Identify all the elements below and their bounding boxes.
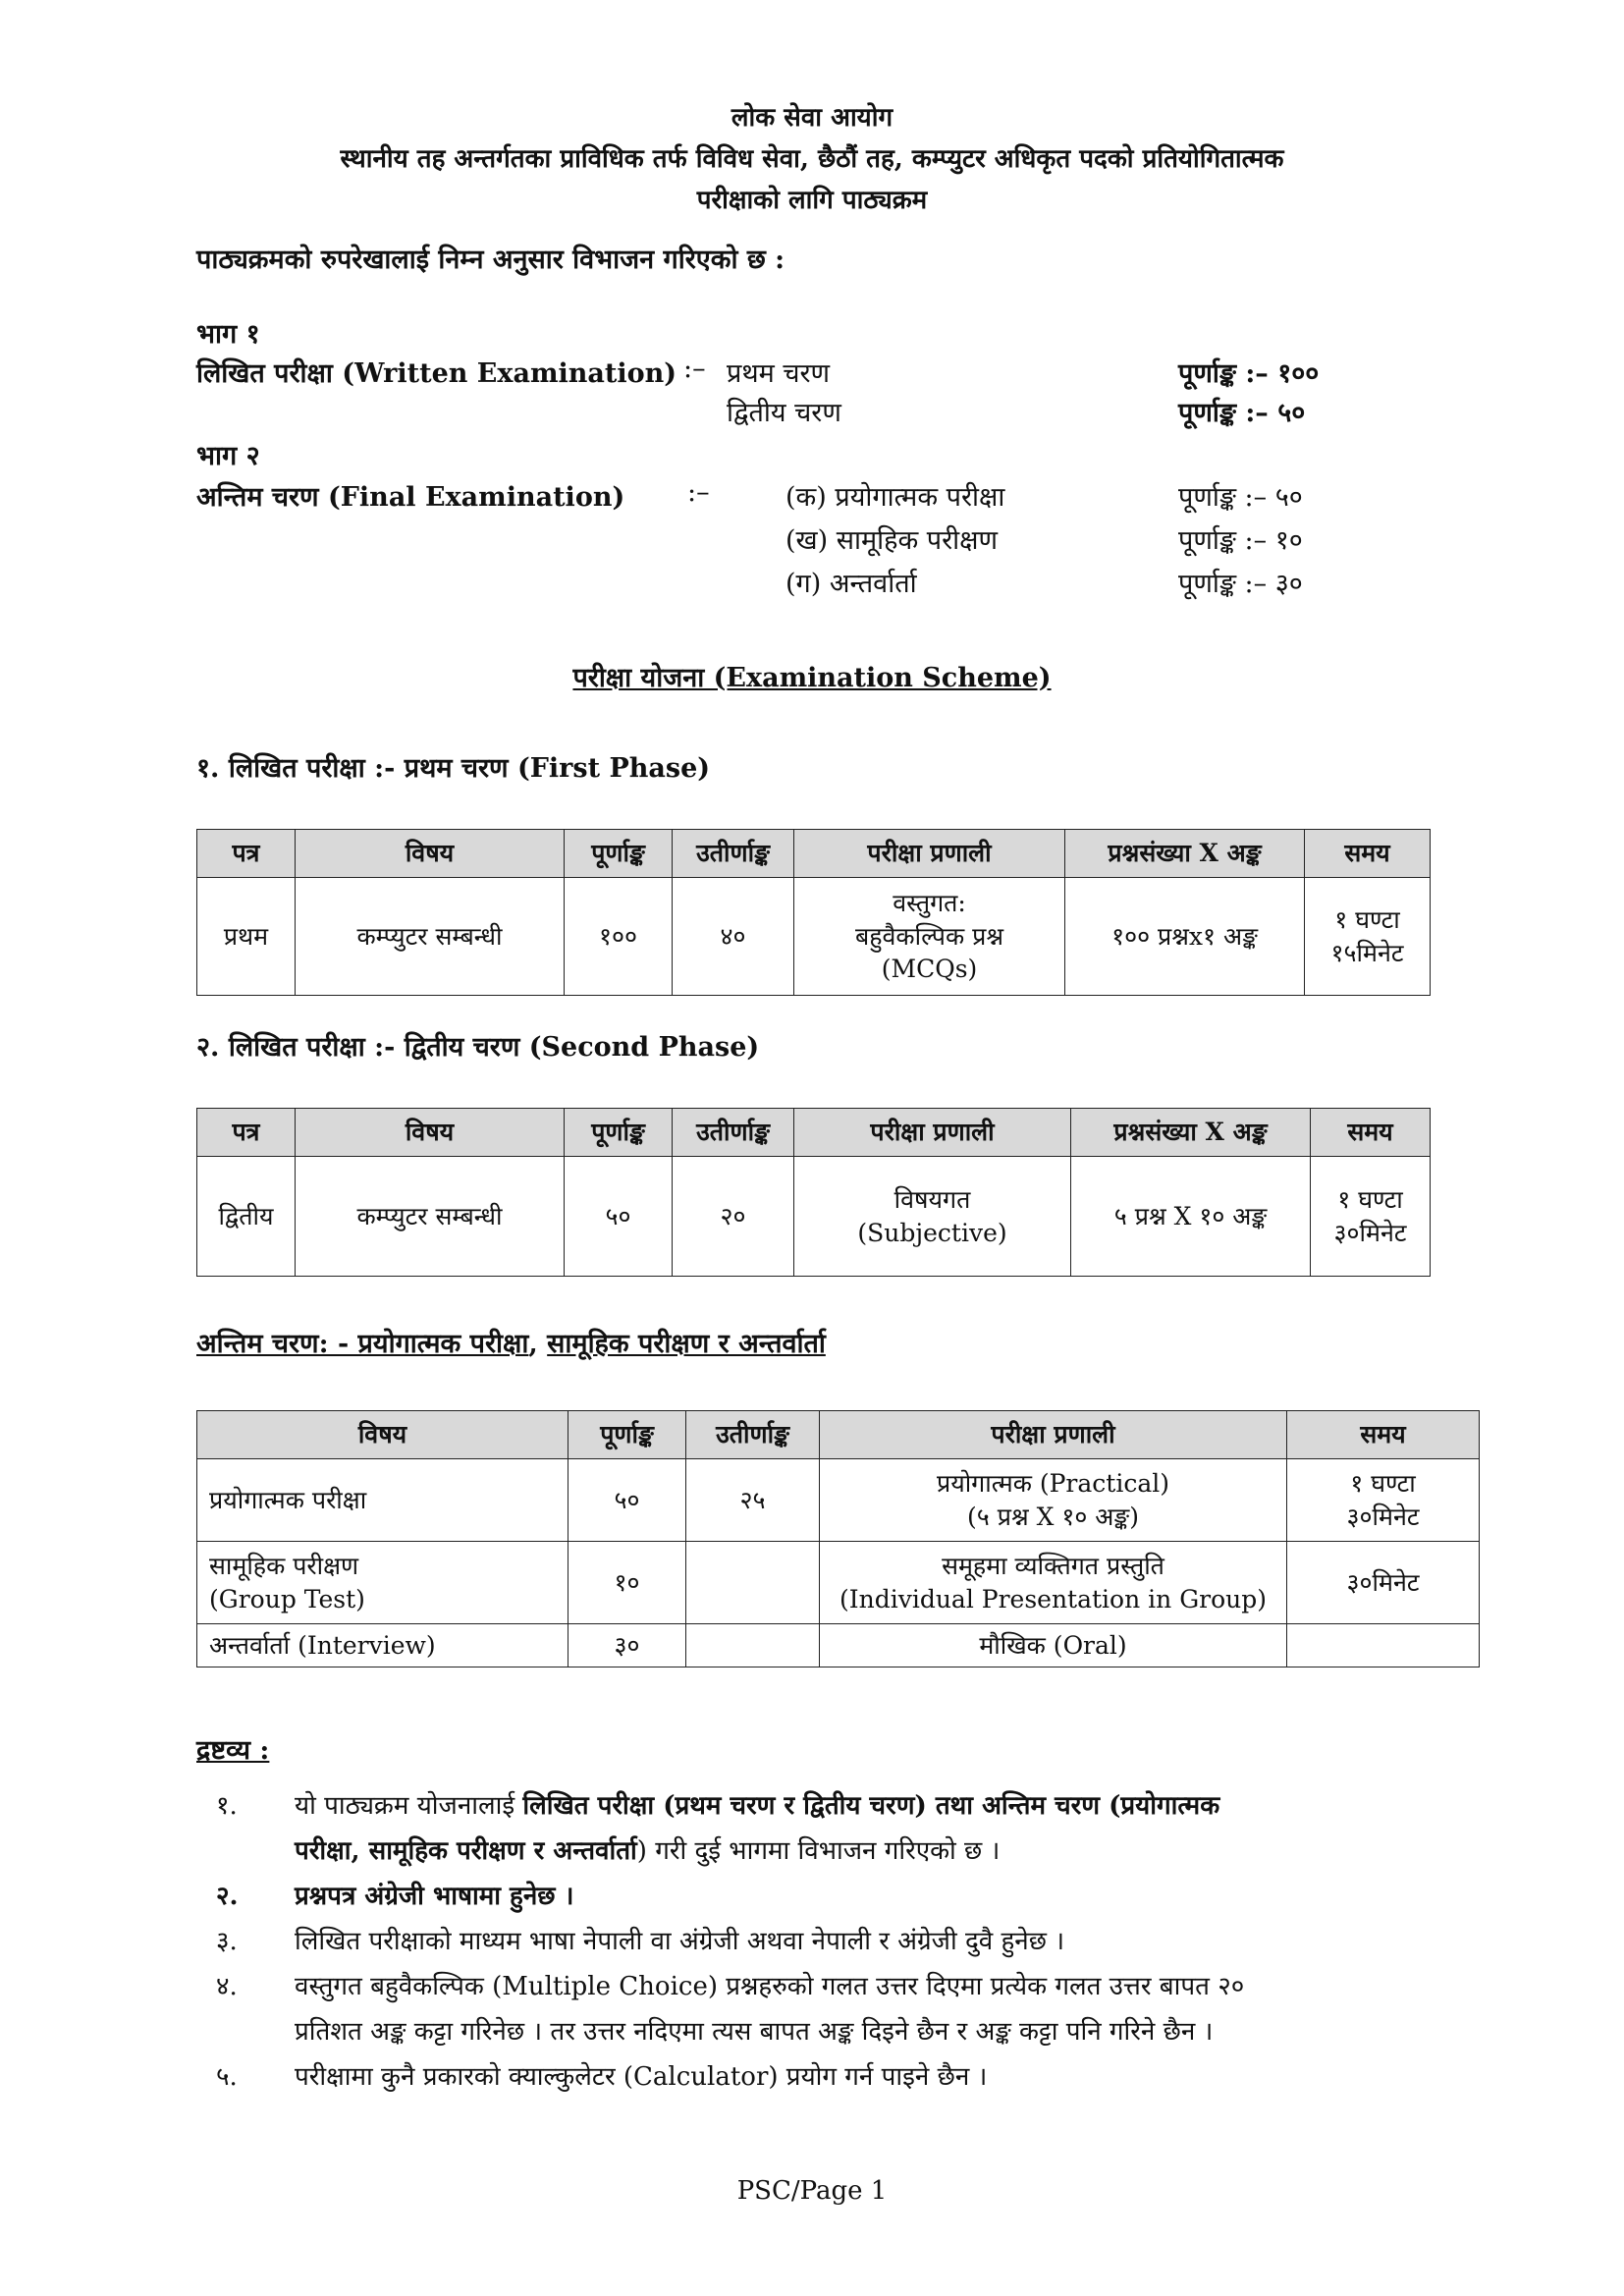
exam-method-line: वस्तुगत:: [893, 888, 966, 917]
phase1-marks: पूर्णाङ्क :– १००: [1178, 358, 1320, 389]
exam-method-cell: [794, 878, 1065, 996]
note-2-number: २.: [216, 1882, 239, 1911]
col-header: समय: [1311, 1109, 1431, 1157]
col-header: समय: [1305, 830, 1431, 878]
note-1-number: १.: [216, 1791, 238, 1821]
exam-method-line: प्रयोगात्मक (Practical): [936, 1468, 1169, 1498]
col-header: उतीर्णाङ्क: [673, 1109, 794, 1157]
time-cell: ३०मिनेट: [1287, 1542, 1480, 1624]
exam-method-line: (Subjective): [857, 1218, 1007, 1247]
table-row: [197, 1624, 1480, 1667]
section1-title: १. लिखित परीक्षा :- प्रथम चरण (First Phase): [196, 753, 711, 784]
questions-marks-cell: १०० प्रश्नx१ अङ्क: [1065, 878, 1305, 996]
subject-cell: कम्प्युटर सम्बन्धी: [296, 878, 565, 996]
subject-cell: अन्तर्वार्ता (Interview): [197, 1624, 568, 1667]
table-row: [197, 1459, 1480, 1542]
table-header-row: [197, 1411, 1480, 1459]
col-header: परीक्षा प्रणाली: [794, 1109, 1071, 1157]
col-header: पूर्णाङ्क: [565, 830, 673, 878]
intro-text: पाठ्यक्रमको रुपरेखालाई निम्न अनुसार विभाजन गरिएको छ :: [196, 245, 785, 275]
note-2-text: प्रश्नपत्र अंग्रेजी भाषामा हुनेछ ।: [295, 1882, 574, 1911]
questions-marks-cell: ५ प्रश्न X १० अङ्क: [1071, 1157, 1311, 1277]
exam-method-line: (MCQs): [881, 955, 978, 984]
col-header: परीक्षा प्रणाली: [794, 830, 1065, 878]
exam-method-line: (५ प्रश्न X १० अङ्क): [967, 1502, 1139, 1531]
col-header: प्रश्नसंख्या X अङ्क: [1071, 1109, 1311, 1157]
col-header: विषय: [197, 1411, 568, 1459]
time-cell: [1287, 1459, 1480, 1542]
scheme-title: परीक्षा योजना (Examination Scheme): [572, 663, 1052, 693]
subject-cell: [197, 1459, 568, 1542]
time-line: १ घण्टा: [1337, 1184, 1403, 1214]
time-line: १ घण्टा: [1350, 1468, 1416, 1498]
final-exam-label: अन्तिम चरण (Final Examination): [196, 482, 625, 513]
time-line: १५मिनेट: [1330, 938, 1404, 967]
final-item-1-marks: पूर्णाङ्क :– ५०: [1178, 482, 1303, 513]
table-header-row: [197, 830, 1431, 878]
col-header: समय: [1287, 1411, 1480, 1459]
final-item-1: (क) प्रयोगात्मक परीक्षा: [785, 482, 1005, 513]
subject-line: (Group Test): [209, 1584, 365, 1613]
final-item-3-marks: पूर्णाङ्क :– ३०: [1178, 569, 1303, 599]
table-row: [197, 1542, 1480, 1624]
col-header: परीक्षा प्रणाली: [820, 1411, 1287, 1459]
phase2-label: द्वितीय चरण: [727, 398, 841, 428]
time-line: १ घण्टा: [1334, 904, 1400, 934]
section2-title: २. लिखित परीक्षा :- द्वितीय चरण (Second Phase): [196, 1032, 760, 1063]
full-marks-cell: ३०: [568, 1624, 686, 1667]
note-1-bold-2: परीक्षा, सामूहिक परीक्षण र अन्तर्वार्ता: [295, 1836, 637, 1866]
final-phase-table: [196, 1410, 1480, 1667]
note-1-bold: लिखित परीक्षा (प्रथम चरण र द्वितीय चरण) तथा अन्तिम चरण (प्रयोगात्मक: [522, 1791, 1220, 1821]
note-5-text: परीक्षामा कुनै प्रकारको क्याल्कुलेटर (Calculator) प्रयोग गर्न पाइने छैन ।: [295, 2062, 988, 2092]
pass-marks-cell: ४०: [673, 878, 794, 996]
note-3-text: लिखित परीक्षाको माध्यम भाषा नेपाली वा अंग्रेजी अथवा नेपाली र अंग्रेजी दुवै हुनेछ ।: [295, 1927, 1065, 1956]
col-header: उतीर्णाङ्क: [686, 1411, 820, 1459]
col-header: प्रश्नसंख्या X अङ्क: [1065, 830, 1305, 878]
time-cell: [1305, 878, 1431, 996]
time-line: ३०मिनेट: [1346, 1502, 1420, 1531]
col-header: पूर्णाङ्क: [565, 1109, 673, 1157]
second-phase-table: [196, 1108, 1431, 1277]
col-header: पूर्णाङ्क: [568, 1411, 686, 1459]
full-marks-cell: १००: [565, 878, 673, 996]
time-line: ३०मिनेट: [1333, 1218, 1407, 1247]
note-1-line-2: [295, 1829, 1443, 1874]
exam-method-cell: [820, 1459, 1287, 1542]
subject-line: प्रयोगात्मक परीक्षा: [209, 1485, 367, 1514]
table-row: [197, 878, 1431, 996]
exam-method-cell: [820, 1542, 1287, 1624]
subject-line: सामूहिक परीक्षण: [209, 1551, 359, 1580]
col-header: पत्र: [197, 830, 296, 878]
page-footer: PSC/Page 1: [736, 2176, 888, 2206]
full-marks-cell: ५०: [568, 1459, 686, 1542]
paper-cell: द्वितीय: [197, 1157, 296, 1277]
exam-method-line: बहुवैकल्पिक प्रश्न: [854, 921, 1004, 951]
written-exam-label: लिखित परीक्षा (Written Examination): [196, 358, 677, 389]
written-exam-sep: :–: [683, 354, 706, 384]
pass-marks-cell: २०: [673, 1157, 794, 1277]
pass-marks-cell: [686, 1624, 820, 1667]
header-line-1: लोक सेवा आयोग: [731, 103, 893, 133]
exam-method-line: समूहमा व्यक्तिगत प्रस्तुति: [942, 1551, 1164, 1580]
section3-title-sep: ,: [528, 1329, 548, 1359]
full-marks-cell: १०: [568, 1542, 686, 1624]
section3-title-part-c: सामूहिक परीक्षण र अन्तर्वार्ता: [547, 1329, 826, 1359]
part2-label: भाग २: [196, 441, 260, 471]
note-4-line-2: प्रतिशत अङ्क कट्टा गरिनेछ । तर उत्तर नदिएमा त्यस बापत अङ्क दिइने छैन र अङ्क कट्टा पनि गरिने छैन ।: [295, 2017, 1214, 2047]
note-1-text-2: ) गरी दुई भागमा विभाजन गरिएको छ ।: [636, 1836, 1001, 1866]
table-header-row: [197, 1109, 1431, 1157]
header-line-3: परीक्षाको लागि पाठ्यक्रम: [696, 186, 928, 215]
pass-marks-cell: [686, 1542, 820, 1624]
phase1-label: प्रथम चरण: [727, 358, 831, 389]
exam-method-line: (Individual Presentation in Group): [839, 1584, 1268, 1613]
subject-cell: कम्प्युटर सम्बन्धी: [296, 1157, 565, 1277]
pass-marks-cell: २५: [686, 1459, 820, 1542]
first-phase-table: [196, 829, 1431, 996]
time-cell: [1287, 1624, 1480, 1667]
phase2-marks: पूर्णाङ्क :– ५०: [1178, 398, 1306, 428]
section3-title: [196, 1324, 826, 1360]
time-cell: [1311, 1157, 1431, 1277]
table-row: [197, 1157, 1431, 1277]
exam-method-line: विषयगत: [893, 1184, 971, 1214]
col-header: विषय: [296, 830, 565, 878]
col-header: विषय: [296, 1109, 565, 1157]
note-4-line-1: वस्तुगत बहुवैकल्पिक (Multiple Choice) प्रश्नहरुको गलत उत्तर दिएमा प्रत्येक गलत उत्तर बापत २०: [295, 1972, 1245, 2001]
header-line-2: स्थानीय तह अन्तर्गतका प्राविधिक तर्फ विविध सेवा, छैठौं तह, कम्प्युटर अधिकृत पदको प्रतियोगितात्मक: [340, 144, 1284, 174]
col-header: उतीर्णाङ्क: [673, 830, 794, 878]
full-marks-cell: ५०: [565, 1157, 673, 1277]
subject-cell: [197, 1542, 568, 1624]
note-1-text: यो पाठ्यक्रम योजनालाई: [295, 1791, 523, 1821]
note-1-line-1: [295, 1783, 1443, 1829]
final-item-3: (ग) अन्तर्वार्ता: [785, 569, 917, 599]
paper-cell: प्रथम: [197, 878, 296, 996]
final-item-2-marks: पूर्णाङ्क :– १०: [1178, 525, 1303, 556]
exam-method-cell: मौखिक (Oral): [820, 1624, 1287, 1667]
section3-title-part-a: अन्तिम चरण: - प्रयोगात्मक परीक्षा: [196, 1329, 529, 1359]
note-4-number: ४.: [216, 1972, 238, 2001]
final-exam-sep: :–: [687, 477, 710, 508]
notes-title: द्रष्टव्य :: [196, 1735, 270, 1766]
final-item-2: (ख) सामूहिक परीक्षण: [785, 525, 999, 556]
exam-method-cell: [794, 1157, 1071, 1277]
note-3-number: ३.: [216, 1927, 238, 1956]
note-5-number: ५.: [216, 2062, 238, 2092]
part1-label: भाग १: [196, 319, 260, 350]
col-header: पत्र: [197, 1109, 296, 1157]
